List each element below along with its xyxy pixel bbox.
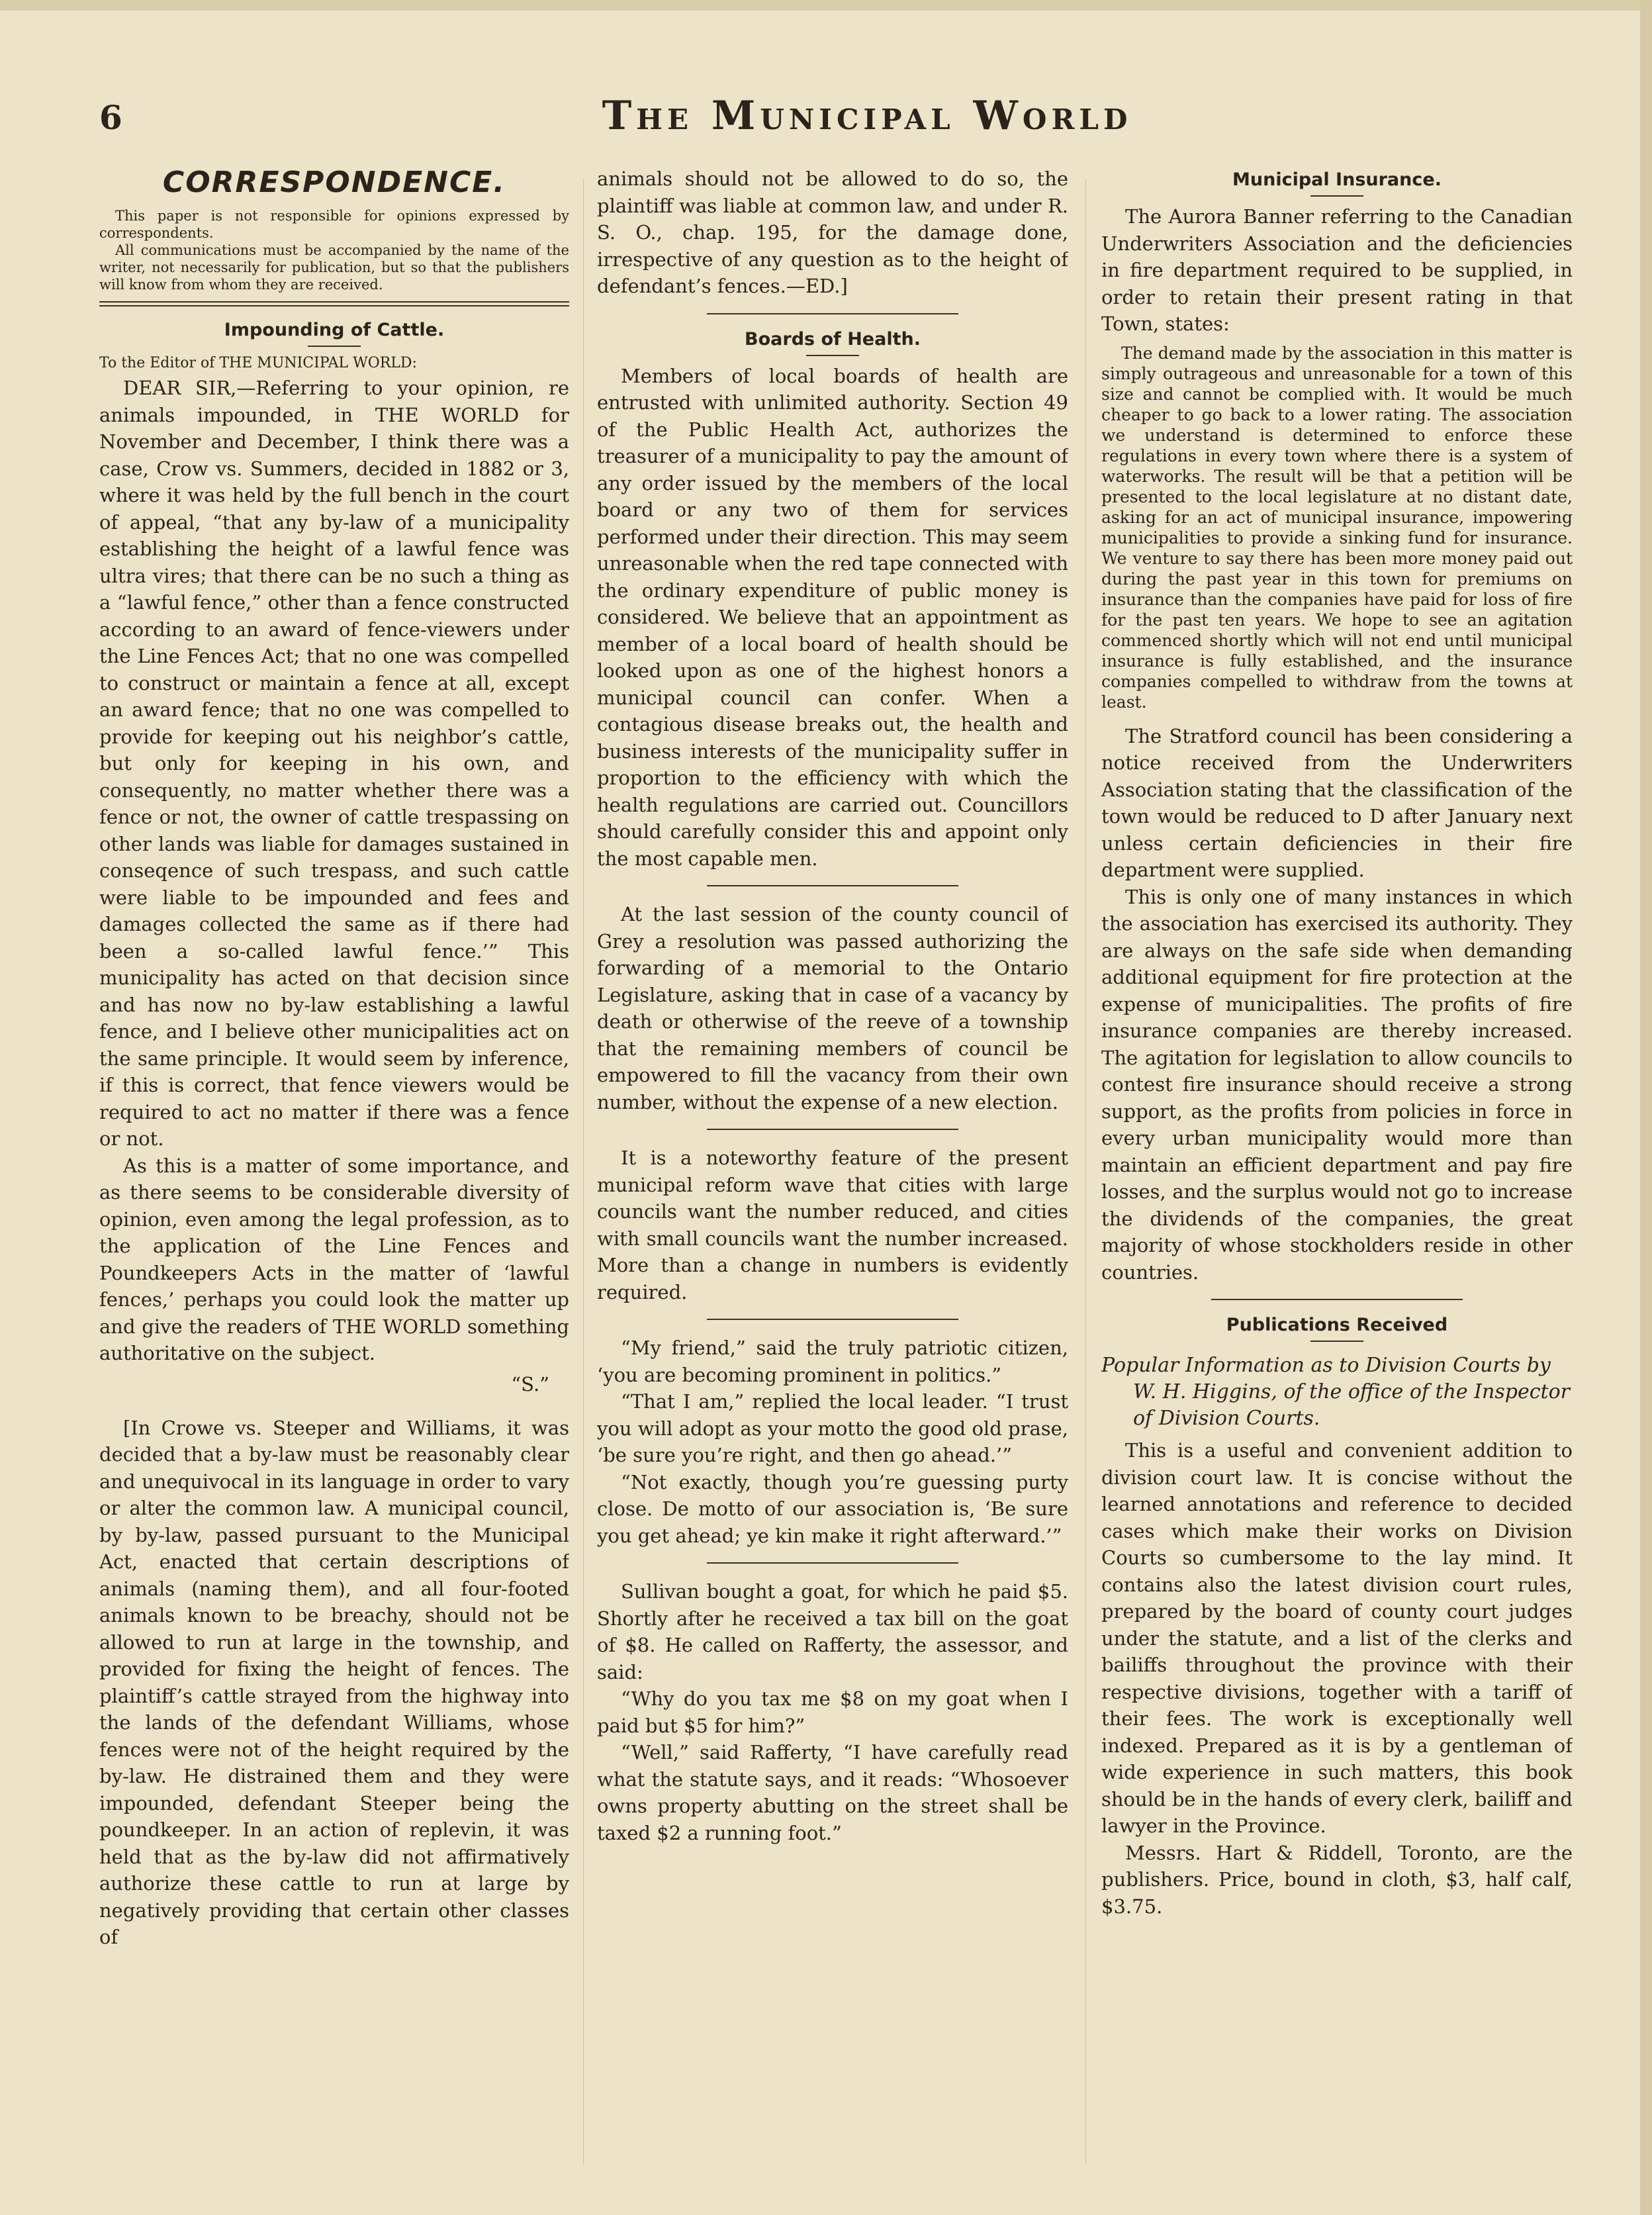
section-rule <box>707 1129 958 1130</box>
submission-note: All communications must be accompanied by the name of the writer, not necessarily for publication, but so that the publishers will know from whom they are received. <box>99 242 569 293</box>
column-1 <box>99 165 569 2171</box>
letter-salutation: To the Editor of THE MUNICIPAL WORLD: <box>99 355 417 371</box>
editor-reply: [In Crowe vs. Steeper and Williams, it was decided that a by-law must be reasonably clear and unequivocal in its language in order to vary or alter the common law. A municipal council, by by-law, passed pursuant to the Municipal Act, enacted that certain descriptions of animals (naming them), and all four-footed animals known to be breachy, should not be allowed to run at large in the township, and provided for fixing the height of fences. The plaintiff’s cattle strayed from the highway into the lands of the defendant Williams, whose fences were not of the height required by the by-law. He distrained them and they were impounded, defendant Steeper being the poundkeeper. In an action of replevin, it was held that as the by-law did not affirmatively authorize these cattle to run at large by negatively providing that certain other classes of <box>99 1416 569 1948</box>
article-title: Municipal Insurance. <box>1232 169 1442 190</box>
letter-signature: “S.” <box>511 1372 549 1395</box>
short-rule <box>806 355 859 356</box>
article-paragraph: Members of local boards of health are entrusted with unlimited authority. Section 49 of the Public Health Act, authorizes the treasurer of a municipality to pay the amount of any order issued by the members of the local board or any two of them for services performed under their direction. This may seem unreasonable when the red tape connected with the ordinary expenditure of public money is considered. We believe that an appointment as member of a local board of health should be looked upon as one of the highest honors a municipal council can confer. When a contagious disease breaks out, the health and business interests of the municipality suffer in proportion to the efficiency with which the health regulations are carried out. Councillors should carefully consider this and appoint only the most capable men. <box>597 364 1068 870</box>
column-3 <box>1101 165 1573 2171</box>
disclaimer-note: This paper is not responsible for opinions expressed by correspondents. <box>99 208 569 241</box>
anecdote-paragraph: “Not exactly, though you’re guessing purty close. De motto of our association is, ‘Be sure you get ahead; ye kin make it right afterward.’” <box>597 1470 1068 1547</box>
article-title: Impounding of Cattle. <box>224 320 445 340</box>
column-2 <box>597 165 1068 2171</box>
editor-reply-continuation: animals should not be allowed to do so, the plaintiff was liable at common law, and under R. S. O., chap. 195, for the damage done, irrespective of any question as to the height of defendant’s fences.—ED.] <box>597 167 1068 297</box>
correspondence-heading: CORRESPONDENCE. <box>162 165 506 199</box>
letter-paragraph: As this is a matter of some importance, and as there seems to be considerable diversity of opinion, even among the legal profession, as to the application of the Line Fences and Poundkeepers Acts in the matter of ‘lawful fences,’ perhaps you could look the matter up and give the readers of THE WORLD something authoritative on the subject. <box>99 1154 569 1364</box>
review-paragraph: Messrs. Hart & Riddell, Toronto, are the publishers. Price, bound in cloth, $3, half calf, $3.75. <box>1101 1841 1573 1918</box>
page-edge-right <box>1640 0 1652 2215</box>
page-number: 6 <box>99 98 122 137</box>
article-paragraph: The Stratford council has been considering a notice received from the Underwriters Association stating that the classification of the town would be reduced to D after January next unless certain deficiencies in their fire department were supplied. <box>1101 724 1573 881</box>
publication-title: Popular Information as to Division Courts by W. H. Higgins, of the office of the Inspector of Division Courts. <box>1101 1354 1570 1430</box>
section-rule <box>707 1319 958 1320</box>
article-paragraph: It is a noteworthy feature of the present municipal reform wave that cities with large councils want the number reduced, and cities with small councils want the number increased. More than a change in numbers is evidently required. <box>597 1147 1068 1303</box>
anecdote-paragraph: “Well,” said Rafferty, “I have carefully read what the statute says, and it reads: “Whosoever owns property abutting on the street shall be taxed $2 a running foot.” <box>597 1741 1068 1844</box>
section-rule <box>707 885 958 886</box>
review-paragraph: This is a useful and convenient addition to division court law. It is concise without the learned annotations and reference to decided cases which make their works on Division Courts so cumbersome to the lay mind. It contains also the latest division court rules, prepared by the board of county court judges under the statute, and a list of the clerks and bailiffs throughout the province with their respective divisions, together with a tariff of their fees. The work is exceptionally well indexed. Prepared as it is by a gentleman of wide experience in such matters, this book should be in the hands of every clerk, bailiff and lawyer in the Province. <box>1101 1439 1573 1837</box>
short-rule <box>1310 1341 1363 1342</box>
article-title: Publications Received <box>1226 1315 1448 1335</box>
anecdote-paragraph: “That I am,” replied the local leader. “I trust you will adopt as your motto the good old prase, ‘be sure you’re right, and then go ahead.’” <box>597 1390 1068 1466</box>
double-rule <box>99 301 569 306</box>
anecdote-paragraph: Sullivan bought a goat, for which he paid $5. Shortly after he received a tax bill on the goat of $8. He called on Rafferty, the assessor, and said: <box>597 1580 1068 1683</box>
column-divider <box>1085 179 1086 2165</box>
article-title: Boards of Health. <box>745 328 921 350</box>
short-rule <box>1310 195 1363 197</box>
column-divider <box>583 179 584 2165</box>
section-rule <box>707 313 958 314</box>
masthead: The Municipal World <box>602 93 1132 139</box>
section-rule <box>1211 1299 1463 1300</box>
section-rule <box>707 1562 958 1564</box>
letter-paragraph: DEAR SIR,—Referring to your opinion, re animals impounded, in THE WORLD for November and December, I think there was a case, Crow vs. Summers, decided in 1882 or 3, where it was held by the full bench in the court of appeal, “that any by-law of a municipality establishing the height of a lawful fence was ultra vires; that there can be no such a thing as a “lawful fence,” other than a fence constructed according to an award of fence-viewers under the Line Fences Act; that no one was compelled to construct or maintain a fence at all, except an award fence; that no one was compelled to provide for keeping out his neighbor’s cattle, but only for keeping in his own, and consequently, no matter whether there was a fence or not, the owner of cattle trespassing on other lands was liable for damages sustained in conseqence of such trespass, and such cattle were liable to be impounded and fees and damages collected the same as if there had been a so-called lawful fence.’” This municipality has acted on that decision since and has now no by-law establishing a lawful fence, and I believe other municipalities act on the same principle. It would seem by inference, if this is correct, that fence viewers would be required to act no matter if there was a fence or not. <box>99 377 569 1150</box>
article-paragraph: This is only one of many instances in which the association has exercised its authority. They are always on the safe side when demanding additional equipment for fire protection at the expense of municipalities. The profits of fire insurance companies are thereby increased. The agitation for legislation to allow councils to contest fire insurance should receive a strong support, as the profits from policies in force in every urban municipality would more than maintain an efficient department and pay fire losses, and the surplus would not go to increase the dividends of the companies, the great majority of whose stockholders reside in other countries. <box>1101 885 1573 1284</box>
anecdote-paragraph: “Why do you tax me $8 on my goat when I paid but $5 for him?” <box>597 1687 1068 1737</box>
anecdote-paragraph: “My friend,” said the truly patriotic citizen, ‘you are becoming prominent in politics.” <box>597 1337 1068 1386</box>
article-paragraph: The Aurora Banner referring to the Canadian Underwriters Association and the deficiencies in fire department required to be supplied, in order to retain their present rating in that Town, states: <box>1101 205 1573 335</box>
short-rule <box>308 346 361 347</box>
quoted-passage: The demand made by the association in this matter is simply outrageous and unreasonable for a town of this size and cannot be complied with. It would be much cheaper to go back to a lower rating. The association we understand is determined to enforce these regulations in every town where there is a system of waterworks. The result will be that a petition will be presented to the local legislature at no distant date, asking for an act of municipal insurance, impowering municipalities to provide a sinking fund for insurance. We venture to say there has been more money paid out during the past year in this town for premiums on insurance than the companies have paid for loss of fire for the past ten years. We hope to see an agitation commenced shortly which will not end until municipal insurance is fully established, and the insurance companies compelled to withdraw from the towns at least. <box>1101 343 1573 712</box>
page-edge-top <box>0 0 1652 11</box>
article-paragraph: At the last session of the county council of Grey a resolution was passed authorizing the forwarding of a memorial to the Ontario Legislature, asking that in case of a vacancy by death or otherwise of the reeve of a township that the remaining members of council be empowered to fill the vacancy from their own number, without the expense of a new election. <box>597 903 1068 1113</box>
